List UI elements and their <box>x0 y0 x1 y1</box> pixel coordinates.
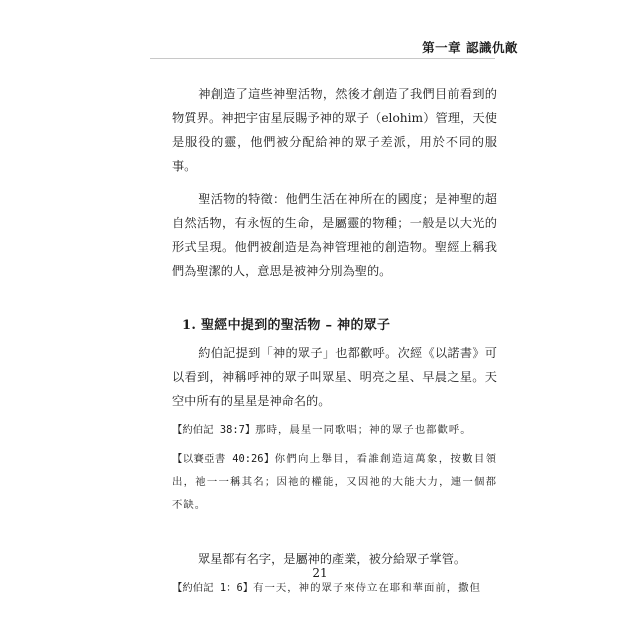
scripture-text: 那時，晨星一同歌唱；神的眾子也都歡呼。 <box>255 424 472 436</box>
scripture-text: 你們向上舉目，看誰創造這萬象，按數目領出，祂一一稱其名；因祂的權能，又因祂的大能大力，連一個都不缺。 <box>172 453 497 511</box>
page-number: 21 <box>312 566 328 580</box>
section-paragraph-1-text: 約伯記提到「神的眾子」也都歡呼。次經《以諾書》可以看到，神稱呼神的眾子叫眾星、明亮之星、早晨之星。天空中所有的星星是神命名的。 <box>172 346 497 408</box>
scripture-reference: 【約伯記 1：6】 <box>172 582 254 594</box>
section-heading: 1. 聖經中提到的聖活物 – 神的眾子 <box>182 318 391 333</box>
scripture-quote-2 <box>172 448 497 517</box>
intro-paragraph-2 <box>172 187 497 283</box>
intro-paragraph-1 <box>172 82 497 178</box>
scripture-quote-3 <box>172 577 497 600</box>
scripture-reference: 【以賽亞書 40:26】 <box>172 453 275 465</box>
intro-paragraph-2-text: 聖活物的特徵：他們生活在神所在的國度；是神聖的超自然活物，有永恆的生命，是屬靈的物種；一般是以大光的形式呈現。他們被創造是為神管理祂的創造物。聖經上稱我們為聖潔的人，意思是被神分別為聖的。 <box>172 192 497 278</box>
section-paragraph-1 <box>172 341 497 413</box>
section-paragraph-2-text: 眾星都有名字，是屬神的產業，被分給眾子掌管。 <box>198 552 467 566</box>
intro-paragraph-1-text: 神創造了這些神聖活物，然後才創造了我們目前看到的物質界。神把宇宙星辰賜予神的眾子（elohim）管理，天使是服役的靈，他們被分配給神的眾子差派，用於不同的服事。 <box>172 87 497 173</box>
scripture-reference: 【約伯記 38:7】 <box>172 424 256 436</box>
header-divider <box>150 58 495 59</box>
running-header: 第一章 認識仇敵 <box>422 40 518 55</box>
scripture-text: 有一天，神的眾子來侍立在耶和華面前，撒但 <box>253 582 481 594</box>
page-body <box>172 82 497 600</box>
scripture-quote-1 <box>172 419 497 442</box>
